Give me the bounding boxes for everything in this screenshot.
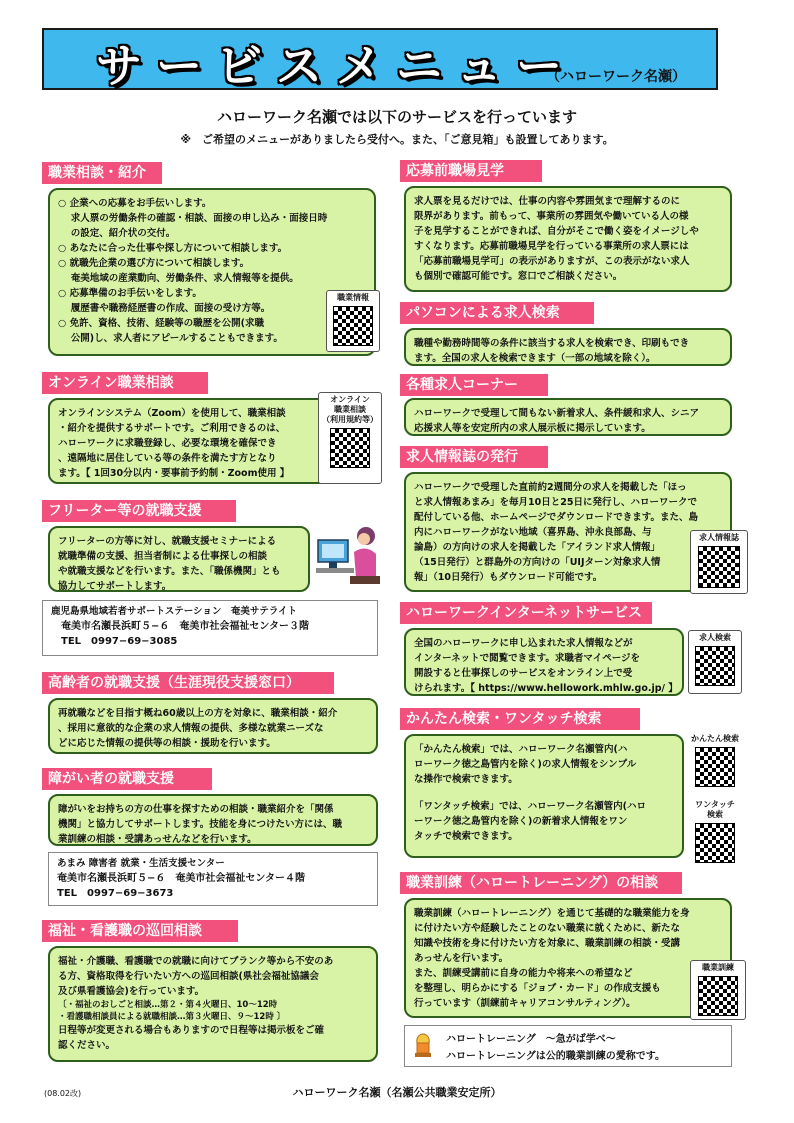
section-heading-oubo: 応募前職場見学 [400,160,542,182]
text-line: の設定、紹介状の交付。 [58,228,176,239]
text-line: と求人情報あまみ」を毎月10日と25日に発行し、ハローワークで [414,497,697,508]
intro-line-1: ハローワーク名瀬では以下のサービスを行っています [216,108,577,126]
text-line: 求人票の労働条件の確認・相談、面接の申し込み・面接日時 [58,213,328,224]
text-line: る方、資格取得を行いたい方への巡回相談(県社会福祉協議会 [58,971,319,982]
page-subtitle: （ハローワーク名瀬） [546,69,686,85]
section-box-fukushi [48,946,378,1062]
text-line: 福祉・介護職、看護職での就職に向けてブランク等から不安のあ [58,956,334,967]
text-line: 奄美地域の産業動向、労働条件、求人情報等を提供。 [58,273,299,284]
text-line: 開設すると仕事探しのサービスをオンライン上で受 [414,668,633,679]
text-line: 業訓練の相談・受講あっせんなどを行います。 [58,834,257,845]
section-heading-shougai: 障がい者の就職支援 [42,768,212,790]
section-box-pasokon [404,328,732,366]
text-line: や就職支援などを行います。また、「職係機関」とも [58,566,281,577]
qr-label: 求人情報誌 [699,533,739,542]
text-line: すくなります。応募前職場見学を行っている事業所の求人票には [414,241,689,252]
text-line: ハローワークで受理して間もない新着求人、条件緩和求人、シニア [414,408,700,419]
text-line: 子を見学することができれば、自分がそこで働く姿をイメージしや [414,226,699,237]
text-line: 限界があります。前もって、事業所の雰囲気や働いている人の様 [414,211,689,222]
text-line: 報」（10日発行）もダウンロード可能です。 [414,572,603,583]
text-line: 論島）の方向けの求人を掲載した「アイランド求人情報」 [414,542,661,553]
text-line: ーワーク徳之島管内を除く)の新着求人情報をワン [414,816,628,827]
text-line: また、訓練受講前に自身の能力や将来への希望など [414,968,633,979]
text-line: ○ 応募準備のお手伝いをします。 [58,288,202,299]
section-box-shougai [48,794,378,846]
text-line: ○ 企業への応募をお手伝いします。 [58,198,212,209]
section-heading-joho: 求人情報誌の発行 [400,446,548,468]
org-phone: TEL 0997−69−3673 [57,888,174,899]
section-heading-pasokon: パソコンによる求人検索 [400,302,594,324]
text-line: を整理し、明らかにする「ジョブ・カード」の作成支援も [414,983,661,994]
text-line: インターネットで閲覧できます。求職者マイページを [414,653,641,664]
text-line: 及び県看護協会)を行っています。 [58,986,205,997]
section-box-kunren [404,898,732,1018]
text-line: ○ あなたに合った仕事や探し方について相談します。 [58,243,288,254]
qr-label: かんたん検索 [691,734,739,743]
org-name: 鹿児島県地域若者サポートステーション 奄美サテライト [51,606,298,617]
org-phone: TEL 0997−69−3085 [51,636,178,647]
qr-kunren[interactable] [690,960,746,1020]
qr-code-icon [695,747,735,787]
text-line: ○ 免許、資格、技術、経験等の職歴を公開(求職 [58,318,264,329]
text-line: 、遠隔地に居住している等の条件を満たす方となり [58,453,277,464]
text-line: な操作で検索できます。 [414,774,518,785]
text-line: 職業訓練（ハロートレーニング）を通じて基礎的な職業能力を身 [414,908,690,919]
text-line: 、採用に意欲的な企業の求人情報の提供、多様な就業ニーズな [58,723,324,734]
qr-label: （利用規約等） [322,415,378,424]
text-line: も個別で確認可能です。窓口でご相談ください。 [414,271,623,282]
qr-label: 求人検索 [699,633,731,642]
section-box-online [48,398,348,484]
qr-kantan[interactable] [684,732,746,796]
qr-joho[interactable] [690,530,748,594]
page-title: サービスメニュー [96,39,576,93]
tagline-line-2: ハロートレーニングは公的職業訓練の愛称です。 [446,1051,665,1062]
text-line: 「応募前職場見学可」の表示がありますが、この表示がない求人 [414,256,690,267]
text-line: 機関」と協力してサポートします。技能を身につけたい方には、職 [58,819,343,830]
text-line: 応援求人等を安定所内の求人展示板に掲示しています。 [414,423,651,434]
footer-code: (08.02改) [44,1089,82,1098]
text-line: ハローワークに求職登録し、必要な環境を確保でき [58,438,277,449]
qr-code-icon [698,976,738,1016]
text-line: 認ください。 [58,1040,116,1051]
text-line: 行っています（訓練前キャリアコンサルティング）。 [414,998,636,1009]
text-line: 障がいをお持ちの方の仕事を探すための相談・職業紹介を「関係 [58,804,334,815]
section-heading-internet: ハローワークインターネットサービス [400,602,652,624]
text-line: フリーターの方等に対し、就職支援セミナーによる [58,536,277,547]
intro-line-2: ※ ご希望のメニューがありましたら受付へ。また、「ご意見箱」も設置してあります。 [180,133,614,146]
section-box-freeter [48,526,310,592]
text-line: ます。全国の求人を検索できます（一部の地域を除く）。 [414,353,656,364]
qr-code-icon [333,306,373,346]
org-name: あまみ 障害者 就業・生活支援センター [57,858,225,869]
schedule-line: ・看護職相談員による就職相談…第３火曜日、９〜12時 〕 [58,1012,286,1022]
text-line: 公開)し、求人者にアピールすることもできます。 [58,333,283,344]
info-box-shougai [48,852,378,906]
schedule-line: 〔・福祉のおしごと相談…第２・第４火曜日、10〜12時 [58,1000,278,1010]
section-heading-fukushi: 福祉・看護職の巡回相談 [42,920,238,942]
section-box-joho [404,472,732,592]
text-line: 再就職などを目指す概ね60歳以上の方を対象に、職業相談・紹介 [58,708,338,719]
qr-label: 検索 [707,810,723,819]
text-line: 「かんたん検索」では、ハローワーク名瀬管内(ハ [414,744,628,755]
text-line: 内にハローワークがない地域（喜界島、沖永良部島、与 [414,527,652,538]
qr-internet[interactable] [688,630,742,694]
text-line: タッチで検索できます。 [414,831,518,842]
text-line: ・紹介を提供するサポートです。ご利用できるのは、 [58,423,286,434]
footer-office: ハローワーク名瀬（名瀬公共職業安定所） [292,1086,502,1099]
url-line[interactable]: けられます。【 https://www.hellowork.mhlw.go.jp/ 】 [414,683,678,694]
qr-code-icon [698,546,740,588]
text-line: 配付している他、ホームページでダウンロードできます。また、島 [414,512,699,523]
org-address: 奄美市名瀬長浜町５−６ 奄美市社会福祉センター４階 [57,873,305,884]
text-line: 履歴書や職務経歴書の作成、面接の受け方等。 [58,303,271,314]
text-line: 知識や技術を身に付けたい方を対象に、職業訓練の相談・受講 [414,938,681,949]
qr-label: オンライン [330,395,370,404]
qr-online[interactable] [318,392,382,484]
section-box-internet [404,628,684,696]
qr-shokugyo[interactable] [326,290,380,352]
qr-code-icon [330,428,370,468]
qr-code-icon [695,823,735,863]
lamp-icon [412,1032,434,1060]
text-line: 求人票を見るだけでは、仕事の内容や雰囲気まで理解するのに [414,196,681,207]
section-box-oubo [404,186,732,292]
org-address: 奄美市名瀬長浜町５−６ 奄美市社会福祉センター３階 [51,621,309,632]
section-heading-kunren: 職業訓練（ハロートレーニング）の相談 [400,872,682,894]
text-line: 「ワンタッチ検索」では、ハローワーク名瀬管内(ハロ [414,801,646,812]
qr-label: 職業訓練 [702,963,734,972]
text-line: （15日発行）と群島外の方向けの「UIJターン対象求人情 [414,557,661,568]
text-line: ます。【 1回30分以内・要事前予約制・Zoom使用 】 [58,468,290,479]
text-line: ○ 就職先企業の選び方について相談します。 [58,258,250,269]
text-line: 協力してサポートします。 [58,581,172,592]
section-box-kakushu [404,398,732,436]
info-box-freeter [42,600,378,656]
qr-label: 職業情報 [337,293,369,302]
text-line: に付けたい方や経験したことのない職業に就くために、新たな [414,923,681,934]
section-heading-kantan: かんたん検索・ワンタッチ検索 [400,708,640,730]
section-heading-kakushu: 各種求人コーナー [400,374,548,396]
qr-onetouch[interactable] [684,798,746,868]
text-line: オンラインシステム（Zoom）を使用して、職業相談 [58,408,286,419]
text-line: 就職準備の支援、担当者制による仕事探しの相談 [58,551,268,562]
text-line: ハローワークで受理した直前約2週間分の求人を掲載した「ほっ [414,482,687,493]
section-heading-online: オンライン職業相談 [42,372,208,394]
section-box-koureisha [48,698,378,754]
qr-label: ワンタッチ [695,800,735,809]
text-line: 日程等が変更される場合もありますので日程等は掲示板をご確 [58,1025,325,1036]
section-box-kantan [404,734,684,858]
text-line: あっせんを行います。 [414,953,509,964]
section-heading-shokugyo: 職業相談・紹介 [42,162,162,184]
text-line: 職種や勤務時間等の条件に該当する求人を検索でき、印刷もでき [414,338,690,349]
person-at-computer-icon [314,522,384,590]
tagline-line-1: ハロートレーニング 〜急がば学べ〜 [446,1034,616,1045]
qr-code-icon [695,646,735,686]
text-line: ローワーク徳之島管内を除く)の求人情報をシンプル [414,759,637,770]
qr-label: 職業相談 [334,405,366,414]
text-line: どに応じた情報の提供等の相談・援助を行います。 [58,738,276,749]
section-heading-freeter: フリーター等の就職支援 [42,500,236,522]
text-line: 全国のハローワークに申し込まれた求人情報などが [414,638,633,649]
section-heading-koureisha: 高齢者の就職支援（生涯現役支援窓口） [42,672,334,694]
